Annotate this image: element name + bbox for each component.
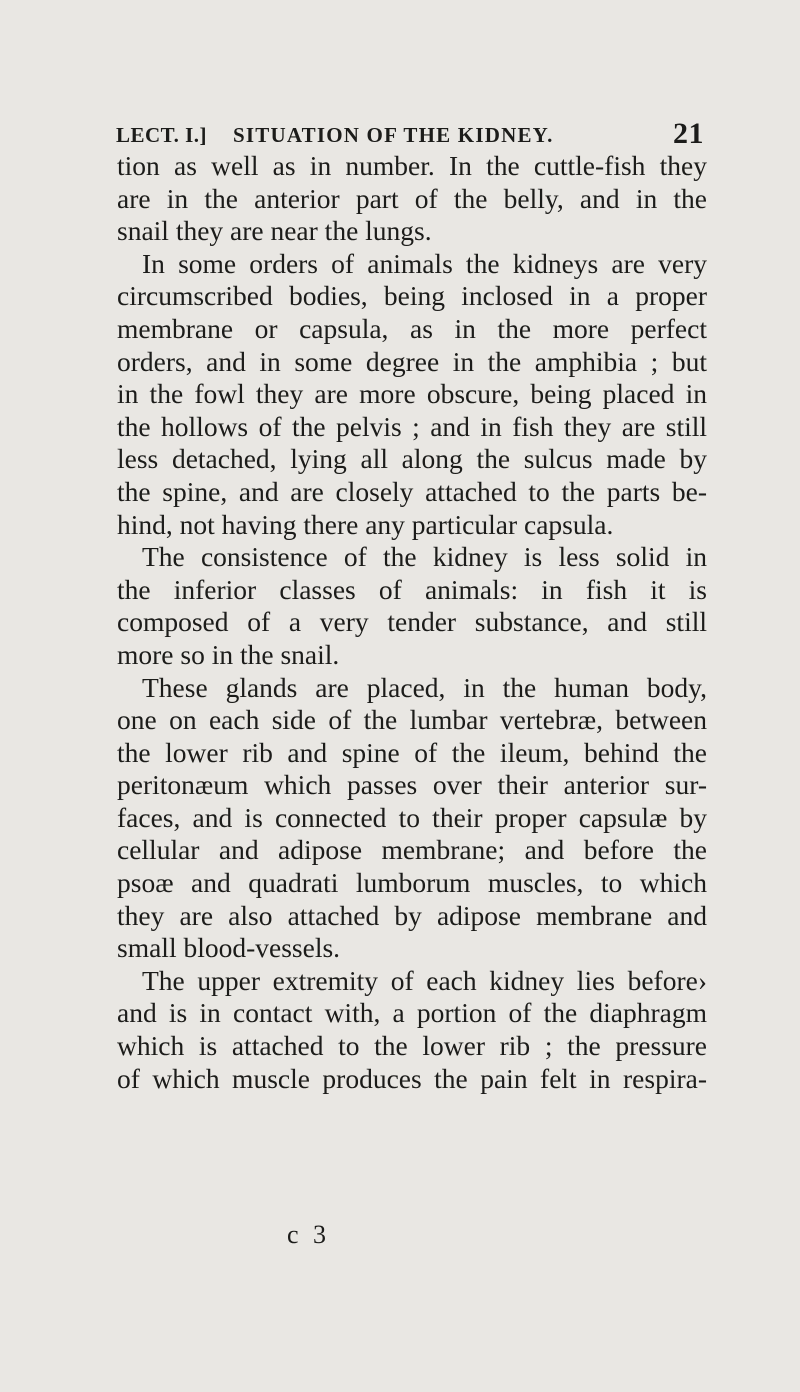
- text-line: the inferior classes of animals: in fish it is: [117, 573, 707, 605]
- text-line: of which muscle produces the pain felt in respira-: [117, 1062, 707, 1094]
- chapter-title: SITUATION OF THE KIDNEY.: [233, 123, 554, 147]
- text-line: These glands are placed, in the human body,: [142, 671, 707, 703]
- text-line: circumscribed bodies, being inclosed in a proper: [117, 280, 707, 312]
- text-line: one on each side of the lumbar vertebræ, between: [117, 704, 707, 736]
- text-line: the lower rib and spine of the ileum, behind the: [117, 736, 707, 768]
- page-number: 21: [673, 117, 704, 150]
- body-text: [117, 150, 707, 1095]
- text-line: membrane or capsula, as in the more perfect: [117, 312, 707, 344]
- text-line: less detached, lying all along the sulcus made by: [117, 443, 707, 475]
- text-line: they are also attached by adipose membrane and: [117, 899, 707, 931]
- text-line: The upper extremity of each kidney lies before›: [142, 964, 707, 996]
- text-line: are in the anterior part of the belly, and in the: [117, 182, 707, 214]
- text-line: psoæ and quadrati lumborum muscles, to which: [117, 867, 707, 899]
- text-line: in the fowl they are more obscure, being placed in: [117, 378, 707, 410]
- text-line: small blood-vessels.: [117, 932, 341, 964]
- signature-mark: c 3: [287, 1220, 331, 1249]
- text-line: orders, and in some degree in the amphibia ; but: [117, 345, 707, 377]
- text-line: which is attached to the lower rib ; the pressure: [117, 1030, 707, 1062]
- text-line: composed of a very tender substance, and still: [117, 606, 707, 638]
- text-line: snail they are near the lungs.: [117, 215, 432, 247]
- lecture-marker: LECT. I.]: [116, 123, 208, 147]
- text-line: The consistence of the kidney is less solid in: [142, 541, 707, 573]
- text-line: cellular and adipose membrane; and before the: [117, 834, 707, 866]
- text-line: and is in contact with, a portion of the diaphragm: [117, 997, 707, 1029]
- text-line: tion as well as in number. In the cuttle-fish they: [117, 150, 707, 181]
- text-line: the spine, and are closely attached to the parts be-: [117, 475, 707, 507]
- text-line: more so in the snail.: [117, 638, 340, 670]
- running-head: [116, 113, 704, 153]
- text-line: the hollows of the pelvis ; and in fish they are still: [117, 410, 707, 442]
- text-line: hind, not having there any particular capsula.: [117, 508, 614, 540]
- text-line: faces, and is connected to their proper capsulæ by: [117, 801, 707, 833]
- text-line: peritonæum which passes over their anterior sur-: [117, 769, 707, 801]
- text-line: In some orders of animals the kidneys are very: [142, 247, 707, 279]
